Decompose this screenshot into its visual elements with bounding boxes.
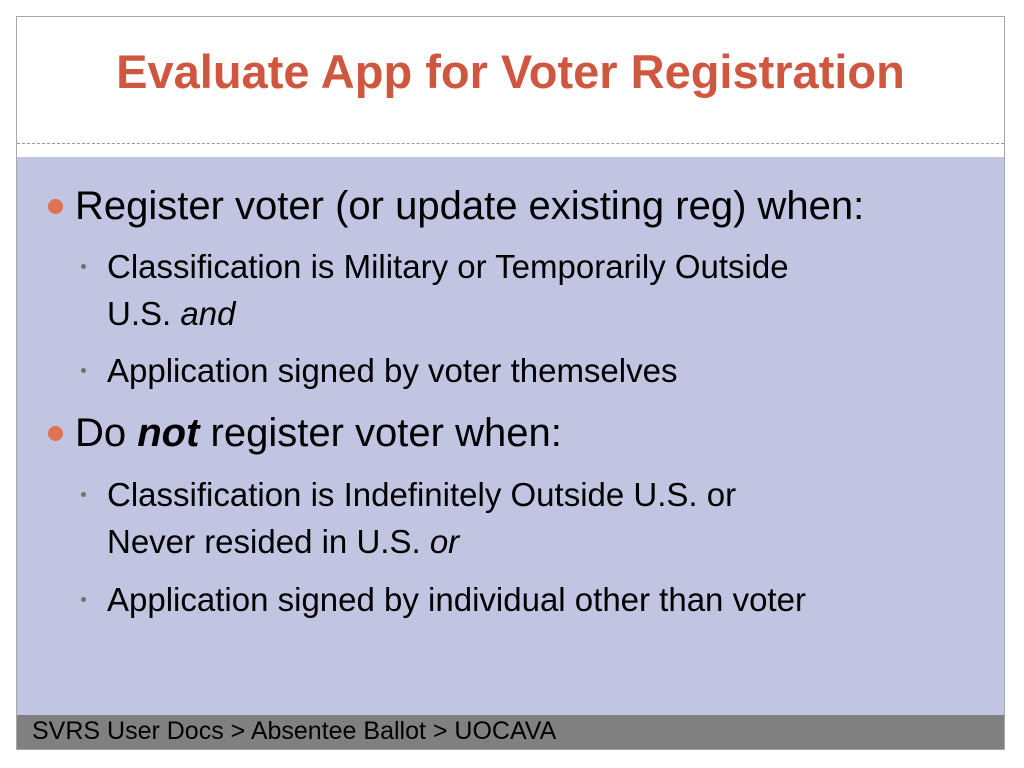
title-area — [17, 17, 1004, 143]
slide-title: Evaluate App for Voter Registration — [116, 45, 905, 98]
subbullet-dot-icon — [81, 264, 86, 269]
subbullet-text: Classification is Military or Temporarily Outside — [107, 248, 789, 285]
subbullet-classification-indefinitely — [107, 471, 967, 565]
subbullet-classification-military — [107, 243, 967, 337]
subbullet-dot-icon — [81, 368, 86, 373]
bullet-text-post: register voter when: — [199, 411, 562, 455]
subbullet-conjunction: or — [429, 523, 460, 560]
bullet-do-not-register — [75, 410, 562, 456]
subbullet-text-line2: Never resided in U.S. — [107, 523, 430, 560]
subbullet-text-line2: U.S. — [107, 295, 181, 332]
content-area — [17, 157, 1004, 717]
subbullet-dot-icon — [81, 597, 86, 602]
subbullet-signed-by-voter — [107, 347, 967, 394]
title-divider — [17, 143, 1004, 144]
bullet-dot-icon — [48, 426, 63, 441]
bullet-text-pre: Do — [75, 411, 138, 455]
subbullet-signed-by-other — [107, 576, 967, 623]
footer-bar — [17, 715, 1004, 749]
bullet-register-voter — [75, 183, 864, 229]
subbullet-conjunction: and — [180, 295, 236, 332]
slide — [16, 16, 1005, 750]
subbullet-text: Classification is Indefinitely Outside U.S. or — [107, 476, 737, 513]
subbullet-text: Application signed by voter themselves — [107, 352, 678, 389]
subbullet-text: Application signed by individual other than voter — [107, 581, 806, 618]
bullet-text: Register voter (or update existing reg) when: — [75, 184, 865, 228]
footer-breadcrumb: SVRS User Docs > Absentee Ballot > UOCAVA — [32, 717, 557, 745]
bullet-text-emphasis: not — [137, 411, 200, 455]
bullet-dot-icon — [48, 199, 63, 214]
subbullet-dot-icon — [81, 492, 86, 497]
